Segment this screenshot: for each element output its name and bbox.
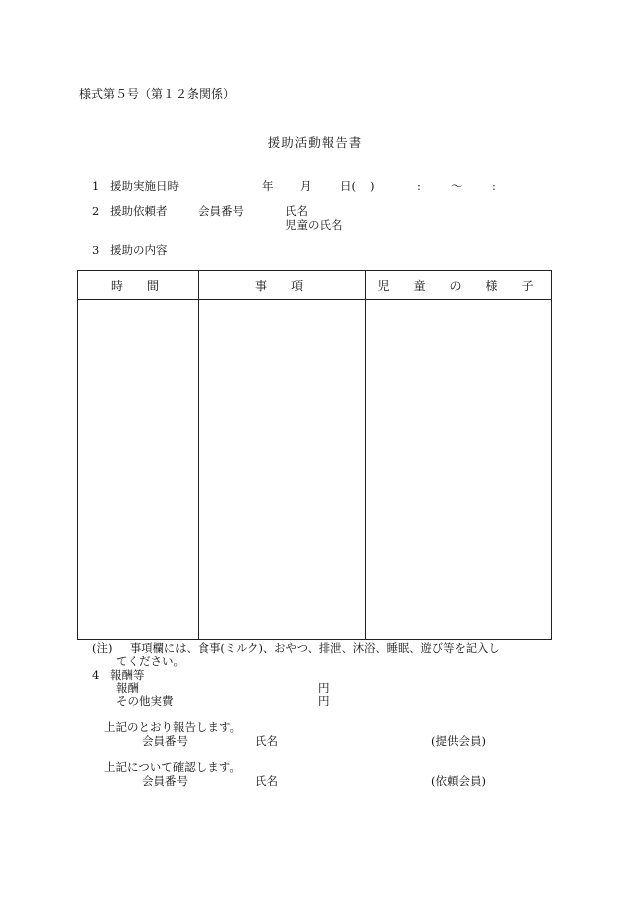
cell-matter[interactable] bbox=[199, 300, 366, 640]
confirm-statement: 上記について確認します。 bbox=[104, 760, 241, 774]
header-matter: 事 項 bbox=[199, 271, 366, 300]
header-child-condition: 児 童 の 様 子 bbox=[366, 271, 552, 300]
section1-day-close: ) bbox=[370, 179, 375, 193]
cell-child-condition[interactable] bbox=[366, 300, 552, 640]
confirm-member-number: 会員番号 bbox=[142, 774, 188, 788]
activity-table bbox=[77, 270, 552, 640]
section2-name: 氏名 bbox=[285, 204, 308, 218]
section1-year: 年 bbox=[262, 179, 274, 193]
section1-number: 1 bbox=[92, 179, 100, 193]
section3-number: 3 bbox=[92, 243, 100, 257]
document-title: 援助活動報告書 bbox=[267, 135, 363, 150]
section1-tilde: ～ bbox=[451, 179, 463, 193]
section1-month: 月 bbox=[300, 179, 312, 193]
note-prefix: (注) bbox=[92, 641, 113, 655]
section1-colon-start: : bbox=[417, 179, 421, 193]
section3-label: 援助の内容 bbox=[110, 243, 168, 257]
section2-child-name: 児童の氏名 bbox=[285, 218, 343, 232]
report-statement: 上記のとおり報告します。 bbox=[104, 720, 242, 734]
fee-label: 報酬 bbox=[116, 681, 139, 695]
section1-colon-end: : bbox=[492, 179, 496, 193]
header-time: 時 間 bbox=[78, 271, 199, 300]
section2-number: 2 bbox=[92, 204, 100, 218]
section1-day: 日( bbox=[340, 179, 356, 193]
table-header-row bbox=[78, 271, 552, 300]
section1-label: 援助実施日時 bbox=[110, 179, 179, 193]
confirm-name: 氏名 bbox=[255, 774, 278, 788]
report-role: (提供会員) bbox=[431, 734, 486, 748]
report-name: 氏名 bbox=[255, 734, 278, 748]
table-row bbox=[78, 300, 552, 640]
other-expenses-label: その他実費 bbox=[116, 694, 174, 708]
form-number: 様式第５号（第１２条関係） bbox=[79, 87, 236, 101]
section4-label: 報酬等 bbox=[110, 668, 145, 682]
report-member-number: 会員番号 bbox=[142, 734, 188, 748]
section2-member-number: 会員番号 bbox=[198, 204, 244, 218]
note-line2: てください。 bbox=[116, 654, 185, 668]
section2-label: 援助依頼者 bbox=[110, 204, 168, 218]
section4-number: 4 bbox=[92, 668, 100, 682]
other-expenses-yen: 円 bbox=[318, 694, 330, 708]
fee-yen: 円 bbox=[318, 681, 330, 695]
confirm-role: (依頼会員) bbox=[431, 774, 486, 788]
cell-time[interactable] bbox=[78, 300, 199, 640]
note-line1: 事項欄には、食事(ミルク)、おやつ、排泄、沐浴、睡眠、遊び等を記入し bbox=[130, 642, 500, 655]
